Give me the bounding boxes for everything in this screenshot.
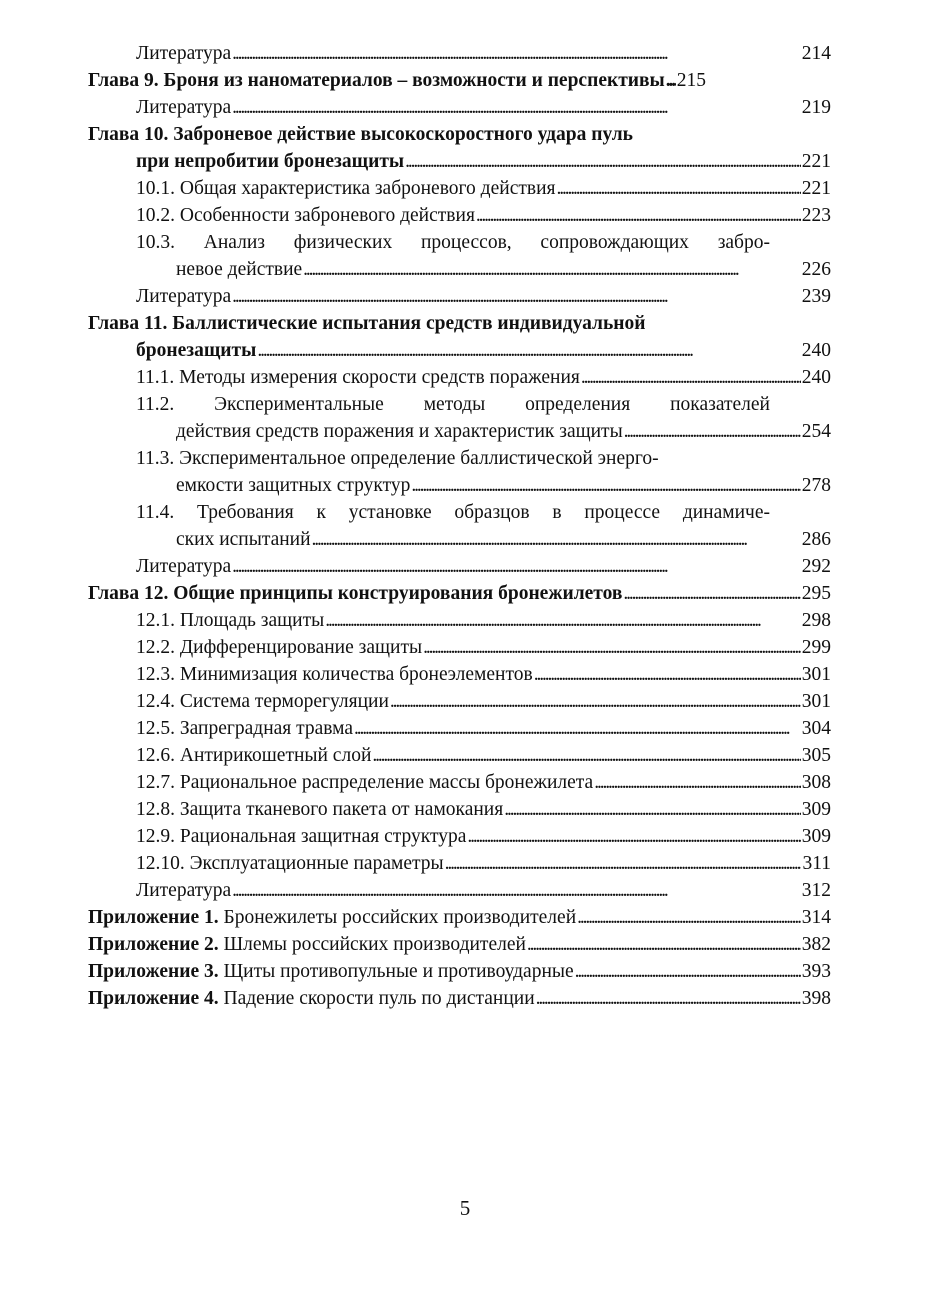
dot-leader [232,40,801,67]
word: методы [423,394,486,415]
toc-entry-chapter-10 [0,121,930,148]
toc-entry-title: 12.4. Система терморегуляции [136,691,389,712]
toc-entry-title-line2: бронезащиты [136,340,257,361]
toc-entry-title: 12.1. Площадь защиты [136,610,325,631]
toc-page-number: 214 [801,43,831,64]
toc-entry-ch11-literature [0,553,930,580]
toc-entry-appendix-3 [0,958,930,985]
toc-page-number: 309 [801,826,831,847]
toc-page-number: 304 [801,718,831,739]
toc-entry-12-2 [0,634,930,661]
word: 11.2. [136,394,175,415]
toc-page-number: 286 [801,529,831,550]
toc-entry-12-1 [0,607,930,634]
toc-page-number: 393 [801,961,831,982]
dot-leader [354,715,801,742]
toc-entry-chapter-10-cont [0,148,930,175]
toc-entry-12-8 [0,796,930,823]
toc-page-number: 398 [801,988,831,1009]
dot-leader [257,337,800,364]
toc-entry-10-2 [0,202,930,229]
toc-entry-title: 12.8. Защита тканевого пакета от намокания [136,799,504,820]
toc-entry-title-line2: невое действие [176,259,303,280]
toc-entry-title: Бронежилеты российских производителей [218,907,577,928]
dot-leader [423,634,801,661]
toc-page-number: 301 [801,691,831,712]
word: процессов, [421,232,512,253]
toc-entry-11-4-cont [0,526,930,553]
toc-page-number: 215 [676,70,707,91]
dot-leader [575,958,801,985]
toc-entry-title-line1: Глава 11. Баллистические испытания средств индивидуальной [88,313,646,334]
word: показателей [670,394,770,415]
toc-entry-title: 12.10. Эксплуатационные параметры [136,853,444,874]
appendix-label: Приложение 2. [88,934,219,955]
toc-entry-title: Литература [136,97,232,118]
toc-page-number: 221 [801,151,831,172]
dot-leader [411,472,800,499]
dot-leader [467,823,800,850]
toc-entry-title-line1 [136,391,770,418]
toc-page-number: 219 [801,97,831,118]
toc-page-number: 309 [801,799,831,820]
toc-entry-ch10-literature [0,283,930,310]
word: к [316,502,326,523]
word: образцов [454,502,530,523]
dot-leader [303,256,801,283]
toc-entry-11-4 [0,499,930,526]
toc-entry-title: 12.9. Рациональная защитная структура [136,826,467,847]
toc-entry-chapter-12 [0,580,930,607]
toc-entry-ch12-literature [0,877,930,904]
dot-leader [232,283,801,310]
dot-leader [504,796,801,823]
toc-page-number: 311 [802,853,831,874]
toc-entry-appendix-2 [0,931,930,958]
toc-entry-title-line1 [136,499,770,526]
toc-entry-ch9-literature [0,94,930,121]
word: Анализ [203,232,265,253]
word: установке [348,502,432,523]
toc-entry-title: Падение скорости пуль по дистанции [218,988,535,1009]
dot-leader [325,607,801,634]
toc-page-number: 223 [801,205,831,226]
toc-entry-12-6 [0,742,930,769]
word: 11.4. [136,502,175,523]
toc-entry-title: Литература [136,286,232,307]
toc-entry-title: Литература [136,43,232,64]
toc-entry-title-line2: при непробитии бронезащиты [136,151,405,172]
toc-entry-title-line1: Глава 10. Заброневое действие высокоскоростного удара пуль [88,124,633,145]
toc-entry-ch8-literature [0,40,930,67]
toc-entry-title: 11.1. Методы измерения скорости средств поражения [136,367,580,388]
toc-entry-12-10 [0,850,930,877]
toc-entry-12-4 [0,688,930,715]
dot-leader [577,904,801,931]
appendix-label: Приложение 3. [88,961,219,982]
toc-entry-10-1 [0,175,930,202]
toc-entry-appendix-4 [0,985,930,1012]
page-number: 5 [459,1196,471,1220]
dot-leader [476,202,801,229]
dot-leader [232,877,801,904]
word: определения [525,394,631,415]
dot-leader [581,364,801,391]
word: 10.3. [136,232,175,253]
toc-entry-12-5 [0,715,930,742]
toc-entry-title: Литература [136,880,232,901]
toc-page-number: 301 [801,664,831,685]
toc-entry-11-3 [0,445,930,472]
toc-entry-title-line1: 11.3. Экспериментальное определение баллистической энерго- [136,448,659,469]
toc-entry-title: Шлемы российских производителей [218,934,526,955]
toc-page-number: 308 [801,772,831,793]
toc-entry-title: 12.7. Рациональное распределение массы бронежилета [136,772,594,793]
toc-entry-appendix-1 [0,904,930,931]
toc-entry-11-2 [0,391,930,418]
dot-leader [666,67,676,94]
appendix-label: Приложение 1. [88,907,219,928]
toc-entry-title-line2: ских испытаний [176,529,311,550]
toc-entry-11-2-cont [0,418,930,445]
toc-entry-10-3-cont [0,256,930,283]
toc-page-number: 240 [801,367,831,388]
word: Экспериментальные [214,394,384,415]
toc-entry-title: 12.2. Дифференцирование защиты [136,637,423,658]
toc-page-number: 278 [801,475,831,496]
toc-entry-title: Глава 12. Общие принципы конструирования бронежилетов [88,583,623,604]
toc-entry-title-line1 [136,229,770,256]
toc-entry-11-1 [0,364,930,391]
toc-entry-title-line2: действия средств поражения и характеристик защиты [176,421,623,442]
dot-leader [372,742,800,769]
dot-leader [390,688,801,715]
toc-entry-title: 12.6. Антирикошетный слой [136,745,372,766]
toc-page-number: 292 [801,556,831,577]
dot-leader [445,850,802,877]
toc-entry-title: 12.5. Запреградная травма [136,718,354,739]
toc-page-number: 298 [801,610,831,631]
toc-entry-12-9 [0,823,930,850]
toc-entry-chapter-9 [0,67,930,94]
dot-leader [536,985,801,1012]
toc-page-number: 314 [801,907,831,928]
appendix-label: Приложение 4. [88,988,219,1009]
toc-entry-title: Глава 9. Броня из наноматериалов – возможности и перспективы [88,70,665,91]
toc-page-number: 299 [801,637,831,658]
toc-page-number: 240 [801,340,831,361]
toc-entry-title: 10.1. Общая характеристика заброневого действия [136,178,556,199]
toc-entry-title-line2: емкости защитных структур [176,475,411,496]
dot-leader [534,661,801,688]
dot-leader [405,148,801,175]
dot-leader [312,526,801,553]
toc-page-number: 382 [801,934,831,955]
toc-entry-title: Щиты противопульные и противоударные [218,961,574,982]
word: в [552,502,562,523]
word: процессе [584,502,661,523]
toc-page-number: 254 [801,421,831,442]
toc-page-number: 295 [801,583,831,604]
toc-entry-title: 12.3. Минимизация количества бронеэлементов [136,664,533,685]
dot-leader [232,94,801,121]
toc-entry-title: Литература [136,556,232,577]
toc-entry-10-3 [0,229,930,256]
toc-page-number: 221 [801,178,831,199]
toc-entry-11-3-cont [0,472,930,499]
toc-entry-title: 10.2. Особенности заброневого действия [136,205,475,226]
dot-leader [527,931,801,958]
toc-entry-chapter-11 [0,310,930,337]
toc-page-number: 239 [801,286,831,307]
toc-entry-chapter-11-cont [0,337,930,364]
dot-leader [623,580,800,607]
word: физических [293,232,393,253]
word: сопровождающих [540,232,689,253]
dot-leader [556,175,800,202]
dot-leader [232,553,801,580]
toc-page-number: 226 [801,259,831,280]
toc-page-number: 305 [801,745,831,766]
toc-entry-12-3 [0,661,930,688]
word: Требования [197,502,294,523]
word: забро- [717,232,770,253]
dot-leader [624,418,801,445]
word: динамиче- [682,502,770,523]
toc-page-number: 312 [801,880,831,901]
toc-entry-12-7 [0,769,930,796]
dot-leader [594,769,801,796]
